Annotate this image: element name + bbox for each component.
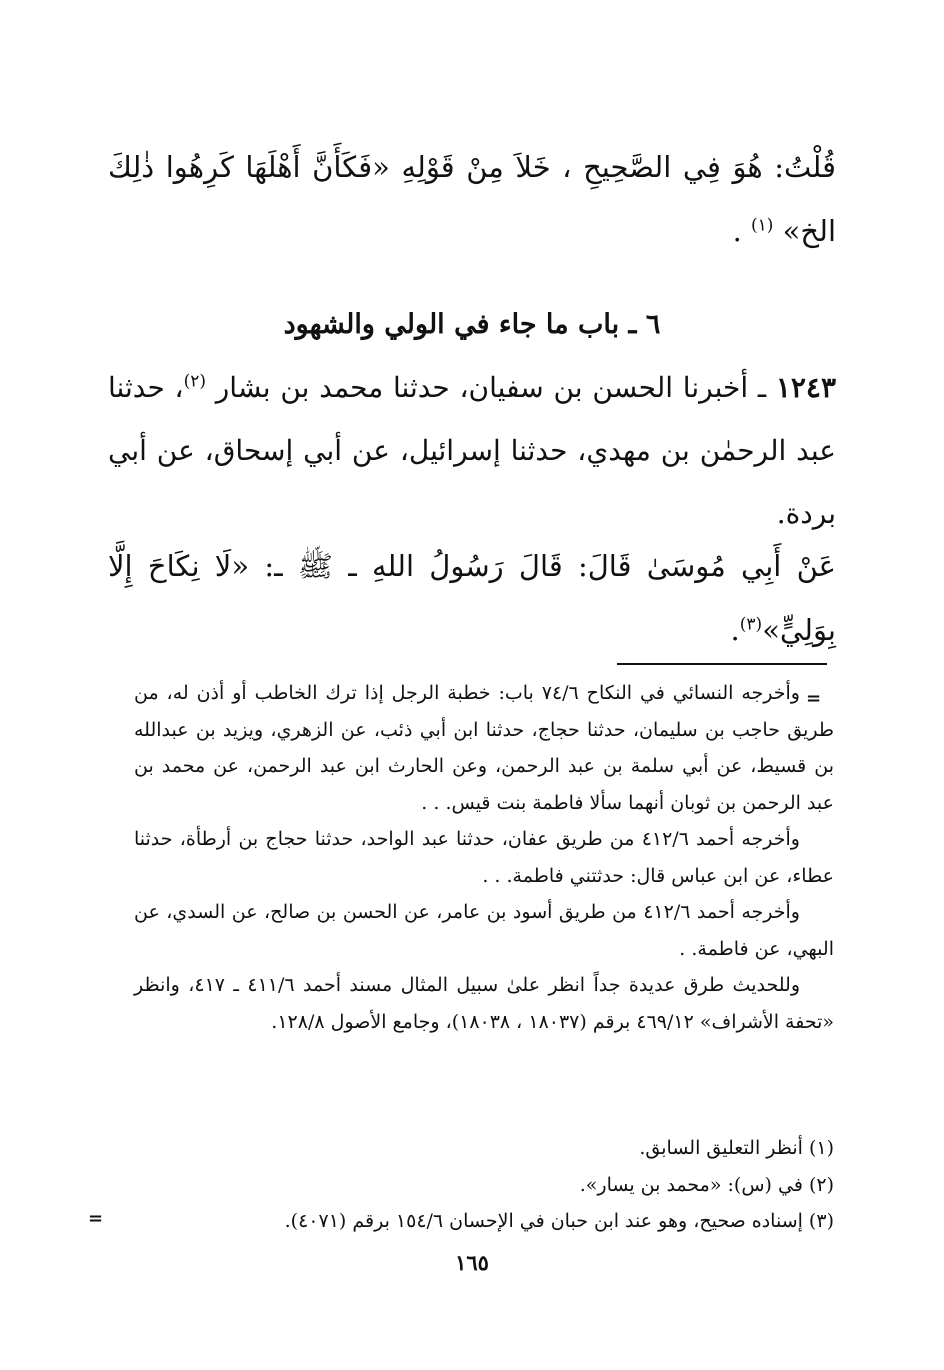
chapter-title: ٦ ـ باب ما جاء في الولي والشهود bbox=[283, 309, 661, 340]
footnote-continuation bbox=[134, 675, 834, 1040]
intro-paragraph bbox=[108, 135, 836, 263]
footnote-paragraph-1: وأخرجه النسائي في النكاح ٧٤/٦ باب: خطبة الرجل إذا ترك الخاطب أو أذن له، من طريق حاجب بن سليمان، حدثنا حجاج، حدثنا ابن أبي ذئب، عن الزهري، ويزيد بن عبدالله بن قسيط، عن أبي سلمة بن عبد الرحمن، وعن الحارث ابن عبد الرحمن، عن محمد بن عبد الرحمن بن ثوبان أنهما سألا فاطمة بنت قيس. . . bbox=[134, 682, 834, 814]
hadith-isnad-part2: ، حدثنا عبد الرحمٰن بن مهدي، حدثنا إسرائيل، عن أبي إسحاق، عن أبي بردة. bbox=[108, 371, 836, 530]
footnote-paragraph-4: وللحديث طرق عديدة جداً انظر علىٰ سبيل المثال مسند أحمد ٤١١/٦ ـ ٤١٧، وانظر «تحفة الأشراف» ٤٦٩/١٢ برقم (١٨٠٣٧ ، ١٨٠٣٨)، وجامع الأصول ١٢٨/٨. bbox=[134, 974, 834, 1033]
hadith-matn bbox=[108, 534, 836, 662]
footnote-ref-2: (٢) bbox=[183, 371, 207, 392]
hadith-number: ١٢٤٣ bbox=[775, 371, 836, 404]
footnote-paragraph-2: وأخرجه أحمد ٤١٢/٦ من طريق عفان، حدثنا عبد الواحد، حدثنا حجاج بن أرطأة، حدثنا عطاء، عن ابن عباس قال: حدثتني فاطمة. . . bbox=[134, 828, 834, 887]
intro-text: قُلْتُ: هُوَ فِي الصَّحِيحِ ، خَلاَ مِنْ قَوْلِهِ «فَكَأَنَّ أَهْلَهَا كَرِهُوا ذٰلِكَ الخ» bbox=[108, 150, 836, 248]
hadith-isnad bbox=[108, 356, 836, 545]
footnote-paragraph-3: وأخرجه أحمد ٤١٢/٦ من طريق أسود بن عامر، عن الحسن بن صالح، عن السدي، عن البهي، عن فاطمة. . bbox=[134, 901, 834, 960]
footnote-1: (١) أنظر التعليق السابق. bbox=[639, 1137, 834, 1159]
footnote-ref-1: (١) bbox=[751, 215, 774, 236]
matn-end: . bbox=[730, 613, 740, 647]
continuation-mark-end: = bbox=[88, 1208, 104, 1229]
page-number: ١٦٥ bbox=[455, 1250, 489, 1275]
footnote-divider bbox=[617, 663, 827, 665]
continuation-mark: = bbox=[806, 688, 822, 709]
footnote-3: (٣) إسناده صحيح، وهو عند ابن حبان في الإحسان ١٥٤/٦ برقم (٤٠٧١). bbox=[284, 1210, 834, 1232]
matn-text: عَنْ أَبِي مُوسَىٰ قَالَ: قَالَ رَسُولُ اللهِ ـ ﷺ ـ: «لَا نِكَاحَ إِلَّا بِوَلِيٍّ» bbox=[108, 549, 836, 647]
intro-end: . bbox=[732, 214, 751, 248]
hadith-isnad-part1: ـ أخبرنا الحسن بن سفيان، حدثنا محمد بن بشار bbox=[206, 371, 776, 404]
footnote-ref-3: (٣) bbox=[739, 614, 763, 635]
footnote-list bbox=[134, 1130, 834, 1240]
footnote-2: (٢) في (س): «محمد بن يسار». bbox=[579, 1173, 834, 1196]
